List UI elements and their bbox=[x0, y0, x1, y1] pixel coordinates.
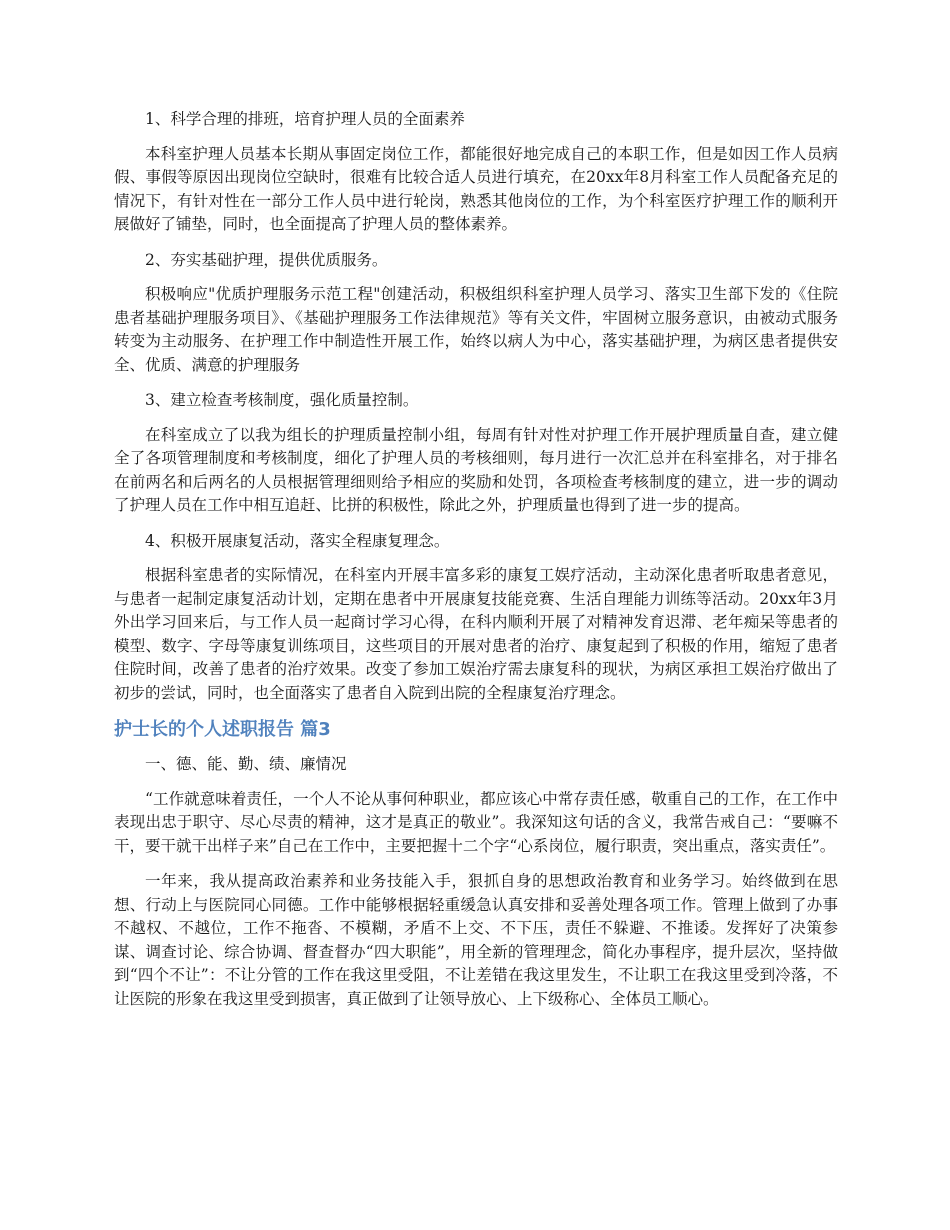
list-item-1: 1、科学合理的排班，培育护理人员的全面素养 bbox=[145, 110, 465, 128]
paragraph-3: 在科室成立了以我为组长的护理质量控制小组，每周有针对性对护理工作开展护理质量自查，建立健全了各项管理制度和考核制度，细化了护理人员的考核细则，每月进行一次汇总并在科室排名，对于排名在前两名和后两名的人员根据管理细则给予相应的奖励和处罚，各项检查考核制度的建立，进一步的调动了护理人员在工作中相互追赶、比拼的积极性，除此之外，护理质量也得到了进一步的提高。 bbox=[114, 425, 838, 514]
list-item-4: 4、积极开展康复活动，落实全程康复理念。 bbox=[145, 531, 450, 550]
list-item-2: 2、夯实基础护理，提供优质服务。 bbox=[145, 250, 388, 269]
paragraph-5: “工作就意味着责任，一个人不论从事何种职业，都应该心中常存责任感，敬重自己的工作，在工作中表现出忠于职守、尽心尽责的精神，这才是真正的敬业”。我深知这句话的含义，我常告戒自己：“要嘛不干，要干就干出样子来”自己在工作中，主要把握十二个字“心系岗位，履行职责，突出重点，落实责任”。 bbox=[114, 789, 838, 855]
list-item-3: 3、建立检查考核制度，强化质量控制。 bbox=[145, 391, 419, 409]
list-item-5: 一、德、能、勤、绩、廉情况 bbox=[145, 755, 347, 773]
paragraph-2: 积极响应"优质护理服务示范工程"创建活动，积极组织科室护理人员学习、落实卫生部下发的《住院患者基础护理服务项目》、《基础护理服务工作法律规范》等有关文件，牢固树立服务意识，由被动式服务转变为主动服务、在护理工作中制造性开展工作，始终以病人为中心，落实基础护理，为病区患者提供安全、优质、满意的护理服务 bbox=[114, 285, 838, 374]
section-heading: 护士长的个人述职报告 篇3 bbox=[114, 719, 331, 740]
paragraph-4: 根据科室患者的实际情况，在科室内开展丰富多彩的康复工娱疗活动，主动深化患者听取患者意见，与患者一起制定康复活动计划，定期在患者中开展康复技能竞赛、生活自理能力训练等活动。20xx年3月外出学习回来后，与工作人员一起商讨学习心得，在科内顺利开展了对精神发育迟滞、老年痴呆等患者的模型、数字、字母等康复训练项目，这些项目的开展对患者的治疗、康复起到了积极的作用，缩短了患者住院时间，改善了患者的治疗效果。改变了参加工娱治疗需去康复科的现状，为病区承担工娱治疗做出了初步的尝试，同时，也全面落实了患者自入院到出院的全程康复治疗理念。 bbox=[114, 566, 838, 702]
paragraph-1: 本科室护理人员基本长期从事固定岗位工作，都能很好地完成自己的本职工作，但是如因工作人员病假、事假等原因出现岗位空缺时，很难有比较合适人员进行填充，在20xx年8月科室工作人员配备充足的情况下，有针对性在一部分工作人员中进行轮岗，熟悉其他岗位的工作，为个科室医疗护理工作的顺利开展做好了铺垫，同时，也全面提高了护理人员的整体素养。 bbox=[114, 144, 838, 233]
paragraph-6: 一年来，我从提高政治素养和业务技能入手，狠抓自身的思想政治教育和业务学习。始终做到在思想、行动上与医院同心同德。工作中能够根据轻重缓急认真安排和妥善处理各项工作。管理上做到了办事不越权、不越位，工作不拖沓、不模糊，矛盾不上交、不下压，责任不躲避、不推诿。发挥好了决策参谋、调查讨论、综合协调、督查督办“四大职能”，用全新的管理理念，简化办事程序，提升层次，坚持做到“四个不让”：不让分管的工作在我这里受阻，不让差错在我这里发生，不让职工在我这里受到冷落，不让医院的形象在我这里受到损害，真正做到了让领导放心、上下级称心、全体员工顺心。 bbox=[114, 872, 838, 1008]
